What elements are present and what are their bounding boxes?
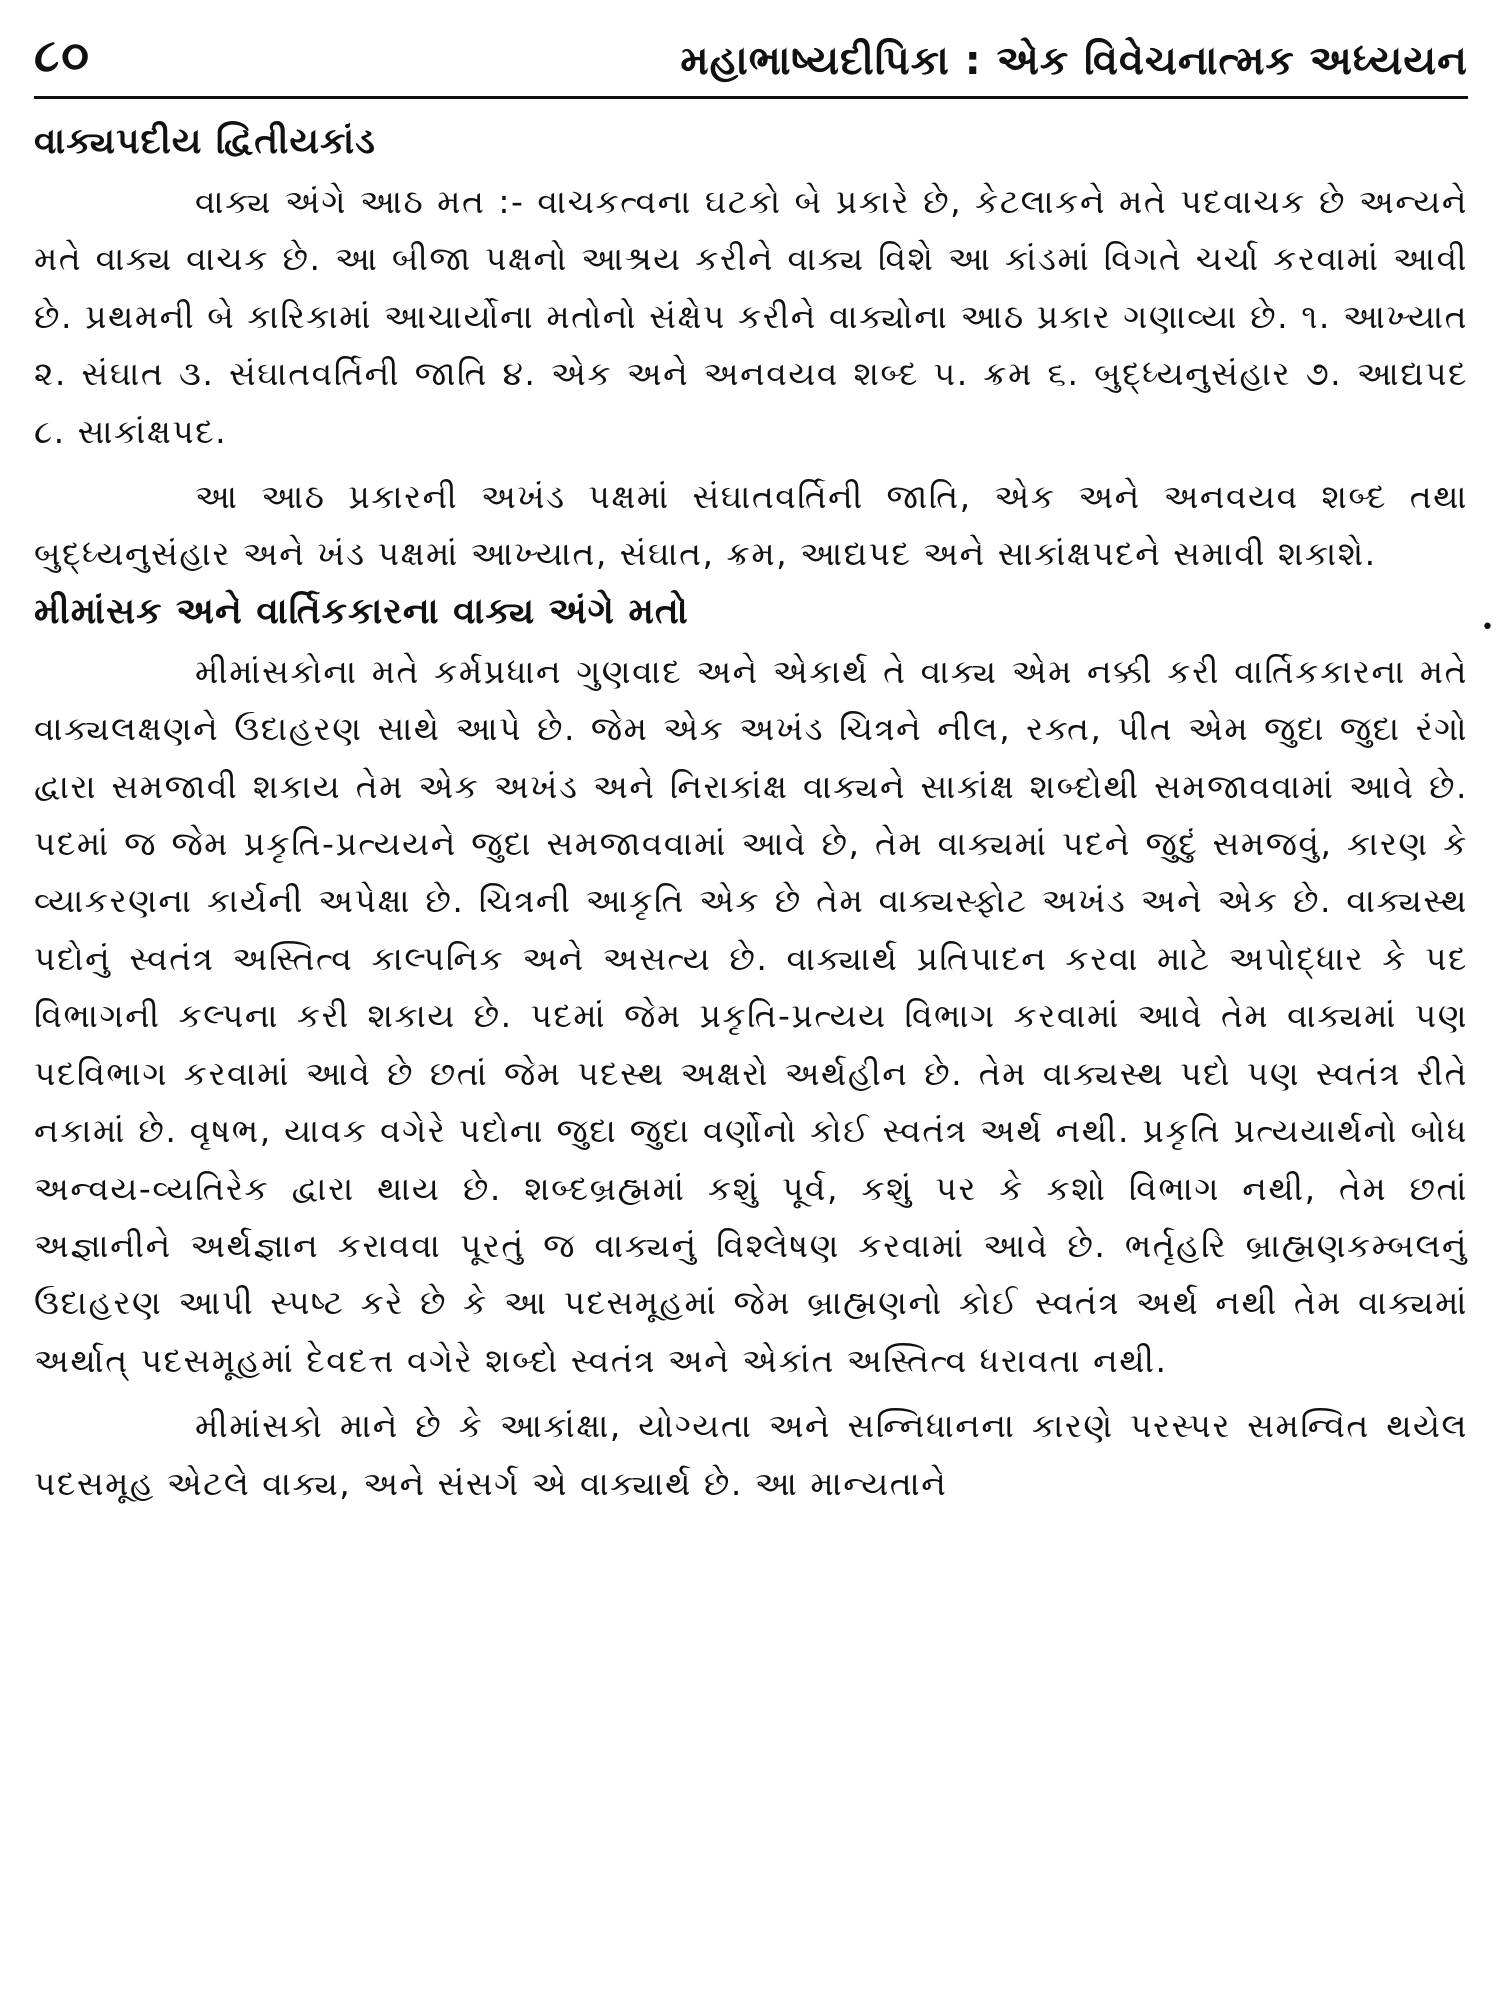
book-title: મહાભાષ્યદીપિકા : એક વિવેચનાત્મક અધ્યયન [680,38,1468,84]
running-header [34,28,1468,99]
paragraph: વાક્ય અંગે આઠ મત :- વાચકત્વના ઘટકો બે પ્રકારે છે, કેટલાકને મતે પદવાચક છે અન્યને મતે વાક્ય વાચક છે. આ બીજા પક્ષનો આશ્રય કરીને વાક્ય વિશે આ કાંડમાં વિગતે ચર્ચા કરવામાં આવી છે. પ્રથમની બે કારિકામાં આચાર્યોના મતોનો સંક્ષેપ કરીને વાક્યોના આઠ પ્રકાર ગણાવ્યા છે. ૧. આખ્યાત ૨. સંઘાત ૩. સંઘાતવર્તિની જાતિ ૪. એક અને અનવયવ શબ્દ ૫. ક્રમ ૬. બુદ્ધ્યનુસંહાર ૭. આદ્યપદ ૮. સાકાંક્ષપદ. [34,182,1468,451]
section-mimansaka [34,591,1468,1512]
paragraph: મીમાંસકોના મતે કર્મપ્રધાન ગુણવાદ અને એકાર્થ તે વાક્ય એમ નક્કી કરી વાર્તિકકારના મતે વાક્યલક્ષણને ઉદાહરણ સાથે આપે છે. જેમ એક અખંડ ચિત્રને નીલ, રક્ત, પીત એમ જુદા જુદા રંગો દ્વારા સમજાવી શકાય તેમ એક અખંડ અને નિરાકાંક્ષ વાક્યને સાકાંક્ષ શબ્દોથી સમજાવવામાં આવે છે. પદમાં જ જેમ પ્રકૃતિ-પ્રત્યયને જુદા સમજાવવામાં આવે છે, તેમ વાક્યમાં પદને જુદું સમજવું, કારણ કે વ્યાકરણના કાર્યની અપેક્ષા છે. ચિત્રની આકૃતિ એક છે તેમ વાક્યસ્ફોટ અખંડ અને એક છે. વાક્યસ્થ પદોનું સ્વતંત્ર અસ્તિત્વ કાલ્પનિક અને અસત્ય છે. વાક્યાર્થ પ્રતિપાદન કરવા માટે અપોદ્ધાર કે પદ વિભાગની કલ્પના કરી શકાય છે. પદમાં જેમ પ્રકૃતિ-પ્રત્યય વિભાગ કરવામાં આવે તેમ વાક્યમાં પણ પદવિભાગ કરવામાં આવે છે છતાં જેમ પદસ્થ અક્ષરો અર્થહીન છે. તેમ વાક્યસ્થ પદો પણ સ્વતંત્ર રીતે નકામાં છે. વૃષભ, યાવક વગેરે પદોના જુદા જુદા વર્ણોનો કોઈ સ્વતંત્ર અર્થ નથી. પ્રકૃતિ પ્રત્યયાર્થનો બોધ અન્વય-વ્યતિરેક દ્વારા થાય છે. શબ્દબ્રહ્મમાં કશું પૂર્વ, કશું પર કે કશો વિભાગ નથી, તેમ છતાં અજ્ઞાનીને અર્થજ્ઞાન કરાવવા પૂરતું જ વાક્યનું વિશ્લેષણ કરવામાં આવે છે. ભર્તૃહરિ બ્રાહ્મણકમ્બલનું ઉદાહરણ આપી સ્પષ્ટ કરે છે કે આ પદસમૂહમાં જેમ બ્રાહ્મણનો કોઈ સ્વતંત્ર અર્થ નથી તેમ વાક્યમાં અર્થાત્ પદસમૂહમાં દેવદત્ત વગેરે શબ્દો સ્વતંત્ર અને એકાંત અસ્તિત્વ ધરાવતા નથી. [34,651,1468,1380]
section-vakyapadiya [34,121,1468,583]
section-heading: વાક્યપદીય દ્વિતીયકાંડ [34,121,376,162]
page-number: ૮૦ [34,28,91,82]
paragraph: આ આઠ પ્રકારની અખંડ પક્ષમાં સંઘાતવર્તિની જાતિ, એક અને અનવયવ શબ્દ તથા બુદ્ધ્યનુસંહાર અને ખંડ પક્ષમાં આખ્યાત, સંઘાત, ક્રમ, આદ્યપદ અને સાકાંક્ષપદને સમાવી શકાશે. [34,477,1468,574]
section-heading: મીમાંસક અને વાર્તિકકારના વાક્ય અંગે મતો [34,590,689,632]
margin-dot-mark: • [1481,615,1494,640]
paragraph: મીમાંસકો માને છે કે આકાંક્ષા, યોગ્યતા અને સન્નિધાનના કારણે પરસ્પર સમન્વિત થયેલ પદસમૂહ એટલે વાક્ય, અને સંસર્ગ એ વાક્યાર્થ છે. આ માન્યતાને [34,1406,1468,1503]
